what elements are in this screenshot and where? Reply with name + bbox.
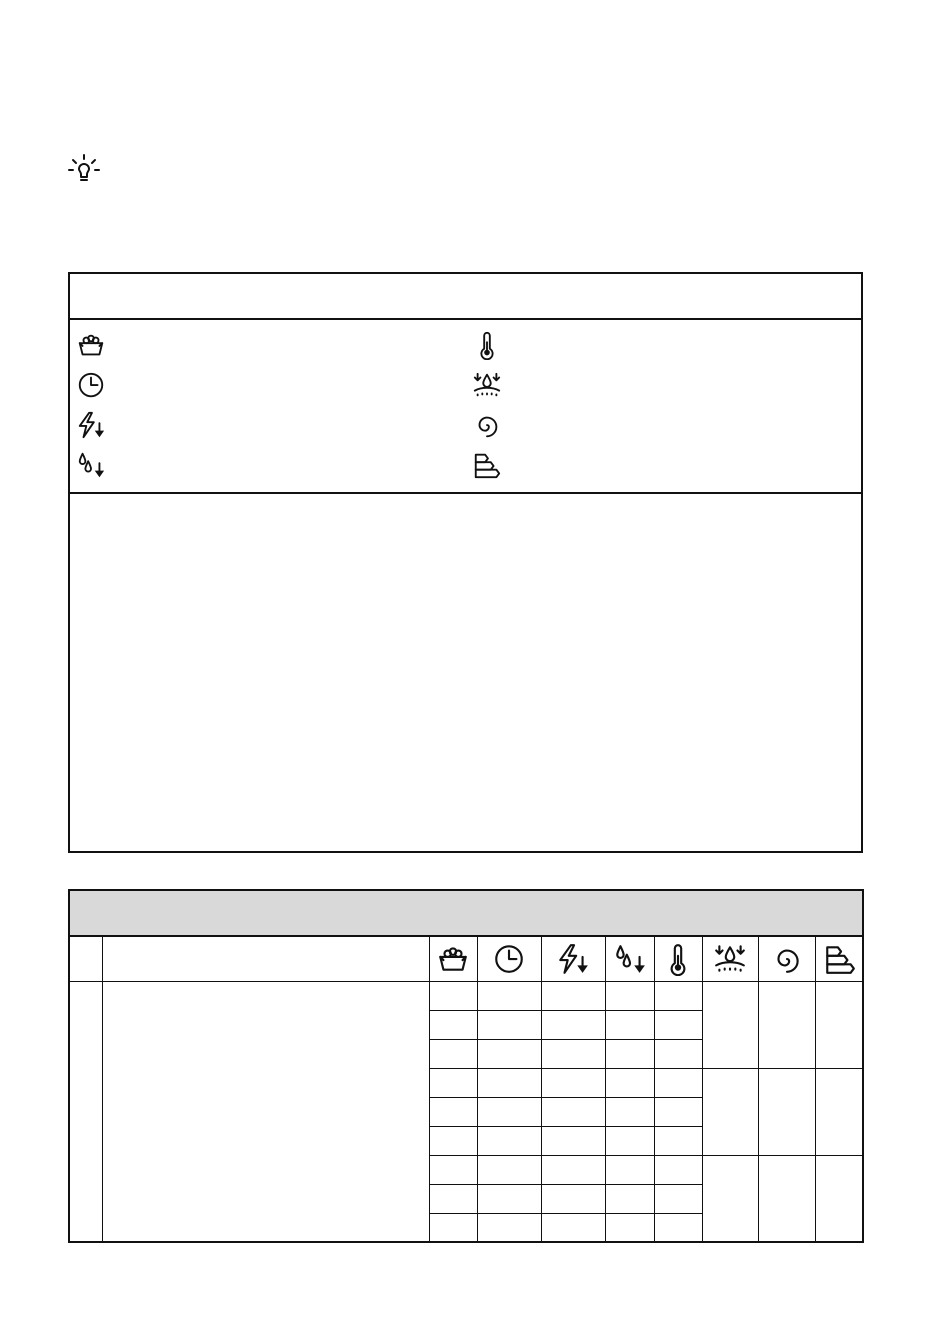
table-column-divider: [102, 935, 103, 1241]
table-title-bar: [70, 891, 862, 937]
spin-spiral-icon: [472, 410, 502, 440]
water-drop-spray-icon: [472, 370, 502, 400]
table-header-divider: [70, 981, 862, 982]
col-header-duration: [477, 937, 541, 981]
table-row-line: [429, 1213, 702, 1214]
energy-class-bars-icon: [472, 450, 502, 480]
legend-item-duration: [76, 370, 376, 404]
clock-icon: [492, 942, 526, 976]
table-row-line: [429, 1068, 702, 1069]
energy-class-bars-icon: [823, 942, 857, 976]
laundry-basket-icon: [76, 330, 106, 360]
legend-icon-list: [70, 318, 861, 494]
table-row-line: [429, 1126, 702, 1127]
clock-icon: [76, 370, 106, 400]
legend-item-water: [76, 450, 376, 484]
legend-header: [70, 274, 861, 320]
col-header-spin: [758, 937, 815, 981]
legend-item-moisture: [472, 370, 772, 404]
col-header-energy: [541, 937, 605, 981]
table-row-line: [429, 1184, 702, 1185]
laundry-basket-icon: [436, 942, 470, 976]
legend-item-temperature: [472, 330, 772, 364]
energy-consumption-icon: [556, 942, 590, 976]
col-header-temperature: [654, 937, 702, 981]
table-row-line: [429, 1010, 702, 1011]
water-consumption-icon: [613, 942, 647, 976]
table-row-line: [429, 1155, 702, 1156]
thermometer-icon: [472, 330, 502, 360]
table-group-line: [702, 1155, 862, 1156]
legend-item-spin: [472, 410, 772, 444]
table-group-line: [702, 1068, 862, 1069]
energy-consumption-icon: [76, 410, 106, 440]
col-header-efficiency: [815, 937, 864, 981]
table-row-line: [429, 1039, 702, 1040]
thermometer-icon: [661, 942, 695, 976]
legend-item-load: [76, 330, 376, 364]
lightbulb-icon: [66, 152, 102, 188]
table-row-line: [429, 1097, 702, 1098]
col-header-moisture: [702, 937, 758, 981]
legend-item-efficiency: [472, 450, 772, 484]
legend-item-energy: [76, 410, 376, 444]
spin-spiral-icon: [770, 942, 804, 976]
water-drop-spray-icon: [713, 942, 747, 976]
legend-box: [68, 272, 863, 853]
programme-table: [68, 889, 864, 1243]
col-header-water: [605, 937, 654, 981]
col-header-load: [429, 937, 477, 981]
water-consumption-icon: [76, 450, 106, 480]
